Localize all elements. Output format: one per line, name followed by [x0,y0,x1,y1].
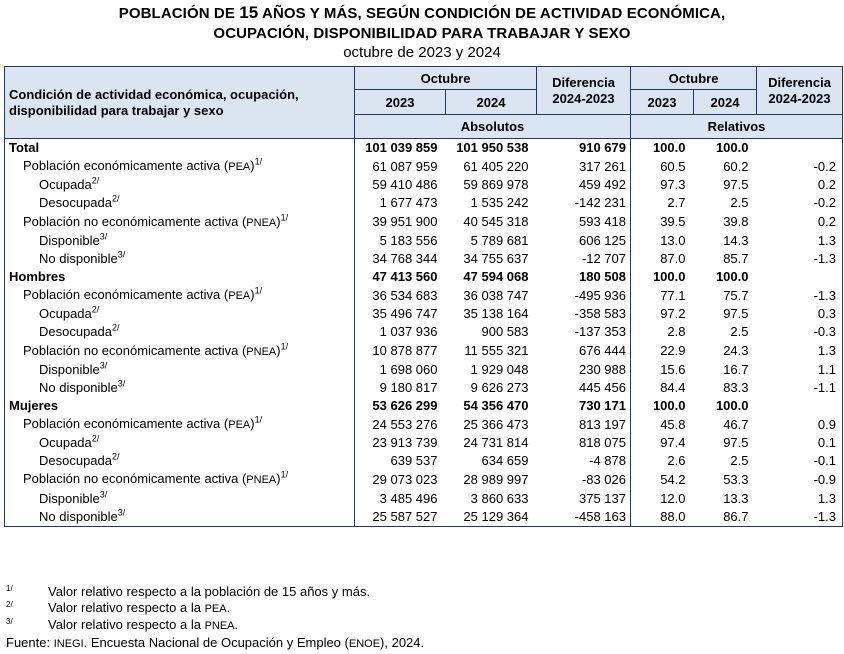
table-row [5,286,843,305]
cell-abs-2023: 1 677 473 [379,195,438,211]
cell-rel-2023: 2.7 [667,195,686,211]
row-label [5,232,355,250]
cell-rel-2024: 46.7 [723,416,749,432]
cell-rel-diff: 0.2 [757,176,843,194]
cell-rel-diff: 1.3 [757,342,843,361]
row-label-end: ) [250,287,255,303]
row-label-text: Población no económicamente activa ( [23,213,247,229]
cell-rel-2024: 53.3 [723,471,749,487]
table-row [5,139,843,158]
cell-rel-2023: 97.4 [660,435,686,451]
cell-abs-2023: 36 534 683 [372,287,438,303]
cell-abs-2024: 35 138 164 [463,306,529,322]
header-year-2023-rel: 2023 [631,90,694,115]
row-label-text: Total [9,140,40,156]
row-label-abbr: PEA [228,419,251,432]
footnote-marker: 3/ [6,617,13,626]
row-label [5,379,355,397]
row-label-text: Ocupada [39,306,92,322]
cell-abs-diff: 730 171 [537,397,631,415]
row-label [5,342,355,361]
cell-rel-2023: 100.0 [652,140,686,156]
cell-abs-diff: 180 508 [537,268,631,286]
cell-abs-diff: -12 707 [537,250,631,268]
header-difference-rel-label: Diferencia [768,74,831,90]
cell-rel-2023: 12.0 [660,490,686,506]
footnote-mark: 3/ [99,231,108,242]
cell-rel-2023: 60.5 [660,158,686,174]
cell-abs-2023: 39 951 900 [372,214,438,230]
row-label [5,323,355,341]
cell-rel-2023: 77.1 [660,287,686,303]
cell-rel-diff: -0.3 [757,323,843,341]
table-body [5,139,843,527]
cell-abs-diff: 445 456 [537,379,631,397]
footnote-mark: 3/ [117,507,126,518]
cell-rel-2024: 97.5 [723,435,749,451]
title-part-2: AÑOS Y MÁS, SEGÚN CONDICIÓN DE ACTIVIDAD ECONÓMICA, [258,5,726,22]
cell-rel-diff: 0.1 [757,434,843,452]
cell-rel-2024: 2.5 [730,195,749,211]
cell-rel-2024: 85.7 [723,250,749,266]
header-year-2023-abs: 2023 [355,90,446,115]
row-label [5,361,355,379]
cell-abs-2023: 35 496 747 [372,306,438,322]
row-label [5,489,355,507]
footnote-mark: 3/ [117,249,126,260]
footnote-text-main: Valor relativo respecto a la [48,599,205,615]
cell-rel-2023: 2.6 [667,453,686,469]
cell-rel-2023: 13.0 [660,232,686,248]
cell-abs-2023: 101 039 859 [365,140,438,156]
table-row [5,508,843,527]
cell-rel-diff: 0.2 [757,213,843,232]
header-difference-abs-label: Diferencia [552,74,615,90]
cell-abs-2024: 5 789 681 [470,232,529,248]
cell-rel-2024: 14.3 [723,232,749,248]
row-label [5,250,355,268]
cell-abs-2024: 3 860 633 [470,490,529,506]
row-label-text: Población no económicamente activa ( [23,471,247,487]
table-row [5,232,843,250]
cell-rel-2023: 22.9 [660,343,686,358]
cell-rel-diff: -0.1 [757,452,843,470]
footnote-mark: 3/ [99,360,108,371]
cell-rel-2024: 97.5 [723,306,749,322]
row-label [5,268,355,286]
header-relativos: Relativos [631,115,843,139]
header-october-abs: Octubre [355,67,537,90]
row-label-abbr: PNEA [246,216,277,229]
cell-rel-2024: 75.7 [723,287,749,303]
footnote-mark: 2/ [112,452,120,463]
cell-rel-2023: 84.4 [660,379,686,395]
cell-abs-2023: 59 410 486 [372,177,438,193]
footnote-text-main: Valor relativo respecto a la población de 15 años y más. [48,584,371,599]
row-label-text: Ocupada [39,435,92,451]
row-label-text: Ocupada [39,177,92,193]
row-label [5,470,355,489]
cell-rel-diff: -0.2 [757,157,843,176]
header-year-2024-abs: 2024 [446,90,537,115]
cell-rel-2024: 60.2 [723,158,749,174]
cell-rel-2024: 13.3 [723,490,749,506]
table-row [5,157,843,176]
footnote-mark: 3/ [117,378,126,389]
footnotes [6,584,424,652]
cell-abs-diff: -137 353 [537,323,631,341]
cell-rel-diff [757,397,843,415]
cell-abs-2024: 101 950 538 [456,140,529,156]
data-table [4,66,843,527]
footnote-mark: 2/ [112,194,120,205]
footnote-after: . [226,599,231,615]
cell-abs-diff: 910 679 [537,139,631,158]
cell-abs-2024: 28 989 997 [463,471,529,487]
cell-rel-2024: 100.0 [715,269,749,285]
title-line-2: OCUPACIÓN, DISPONIBILIDAD PARA TRABAJAR Y SEXO [213,25,631,42]
header-difference-abs [537,67,631,115]
footnote-abbr: PEA [204,602,227,615]
table-row [5,176,843,194]
cell-abs-2023: 1 698 060 [379,361,438,377]
cell-rel-2023: 15.6 [660,361,686,377]
cell-abs-diff: -458 163 [537,508,631,527]
cell-abs-diff: 676 444 [537,342,631,361]
cell-rel-2023: 100.0 [652,269,686,285]
row-label-text: Mujeres [9,397,59,413]
cell-rel-2024: 16.7 [723,361,749,377]
row-label-text: No disponible [39,508,118,524]
header-difference-rel [757,67,843,115]
cell-rel-2023: 97.3 [660,177,686,193]
header-difference-abs-years: 2024-2023 [552,90,615,106]
footnote-mark: 1/ [280,470,289,481]
cell-abs-diff: 593 418 [537,213,631,232]
cell-abs-2023: 10 878 877 [372,343,438,358]
row-label-text: No disponible [39,250,118,266]
cell-abs-diff: 230 988 [537,361,631,379]
row-label [5,139,355,158]
footnote-mark: 2/ [112,323,120,334]
cell-abs-2024: 1 929 048 [470,361,529,377]
table-header [5,67,843,139]
cell-abs-2024: 1 535 242 [470,195,529,211]
table-row [5,213,843,232]
cell-rel-diff: -1.3 [757,250,843,268]
row-label-text: Población económicamente activa ( [23,158,229,174]
cell-rel-2023: 45.8 [660,416,686,432]
cell-rel-diff [757,139,843,158]
cell-abs-2024: 25 129 364 [446,508,537,527]
cell-rel-2024: 100.0 [715,397,749,413]
cell-rel-diff: 1.3 [757,489,843,507]
footnote-mark: 1/ [254,414,263,425]
cell-abs-diff: 818 075 [537,434,631,452]
row-label [5,286,355,305]
cell-abs-2023: 639 537 [390,453,438,469]
cell-rel-2024: 2.5 [730,324,749,340]
footnote-mark: 2/ [91,304,100,315]
table-row [5,250,843,268]
header-october-rel: Octubre [631,67,757,90]
header-year-2024-rel: 2024 [694,90,757,115]
cell-rel-diff: 0.9 [757,415,843,434]
cell-rel-2024: 100.0 [715,140,749,156]
footnote-text [48,584,370,600]
cell-abs-2024: 36 038 747 [463,287,529,303]
table-row [5,194,843,212]
cell-abs-2023: 61 087 959 [372,158,438,174]
cell-abs-diff: 459 492 [537,176,631,194]
footnote [6,600,424,618]
row-label-end: ) [250,158,255,174]
table-row [5,268,843,286]
row-label [5,305,355,323]
row-label [5,213,355,232]
row-label [5,508,355,527]
title-part-1: POBLACIÓN DE [118,5,240,22]
cell-abs-2023: 23 913 739 [372,435,438,451]
cell-abs-2024: 59 869 978 [463,177,529,193]
footnote-mark: 3/ [99,489,108,500]
cell-abs-2023: 47 413 560 [372,269,438,285]
table-row [5,361,843,379]
cell-rel-diff: 1.3 [757,232,843,250]
row-label-abbr: PNEA [246,345,277,358]
cell-abs-2023: 1 037 936 [379,324,438,340]
cell-abs-2023: 25 587 527 [355,508,446,527]
cell-rel-diff: -1.3 [757,508,843,527]
cell-abs-2024: 9 626 273 [470,379,529,395]
row-label-text: No disponible [39,379,118,395]
table-row [5,470,843,489]
cell-abs-2024: 54 356 470 [463,397,529,413]
row-label-text: Población económicamente activa ( [23,287,229,303]
title-line-1 [0,3,844,24]
row-label [5,434,355,452]
row-label-text: Disponible [39,232,100,248]
table-row [5,323,843,341]
cell-abs-2024: 24 731 814 [463,435,529,451]
footnote-mark: 1/ [280,341,289,352]
cell-rel-2023: 39.5 [660,214,686,230]
cell-abs-2024: 25 366 473 [463,416,529,432]
table-row [5,415,843,434]
cell-rel-diff: 0.3 [757,305,843,323]
row-label [5,176,355,194]
table-row [5,397,843,415]
cell-abs-2024: 34 755 637 [463,250,529,266]
cell-rel-diff: 1.1 [757,361,843,379]
table-row [5,305,843,323]
cell-rel-2024: 97.5 [723,177,749,193]
cell-rel-2023: 100.0 [652,397,686,413]
row-label-text: Población no económicamente activa ( [23,342,247,358]
cell-rel-2024: 83.3 [723,379,749,395]
cell-abs-diff: 606 125 [537,232,631,250]
cell-abs-2023: 29 073 023 [372,471,438,487]
row-label-text: Disponible [39,361,100,377]
cell-abs-2023: 53 626 299 [372,397,438,413]
footnote-mark: 1/ [254,156,263,167]
cell-abs-2023: 3 485 496 [379,490,438,506]
cell-rel-2023: 2.8 [667,324,686,340]
header-absolutos: Absolutos [355,115,631,139]
cell-abs-2024: 900 583 [481,324,529,340]
row-label-end: ) [276,471,281,487]
footnote-marker: 2/ [6,599,13,609]
row-label-text: Desocupada [39,453,112,469]
cell-abs-2023: 24 553 276 [372,416,438,432]
cell-abs-2023: 9 180 817 [379,379,438,395]
cell-abs-2024: 11 555 321 [464,343,529,358]
row-label-text: Población económicamente activa ( [23,416,229,432]
row-label-abbr: PEA [228,290,251,303]
row-label-end: ) [250,416,255,432]
source-middle: . Encuesta Nacional de Ocupación y Empleo ( [83,634,349,650]
cell-rel-2024: 86.7 [694,508,757,527]
cell-abs-2023: 5 183 556 [379,232,438,248]
row-label-text: Disponible [39,490,100,506]
source-note [6,635,424,653]
footnote-text [48,617,238,635]
source-suffix: ), 2024. [380,634,425,650]
cell-abs-2024: 61 405 220 [463,158,529,174]
footnote-text [48,600,230,618]
cell-rel-2023: 87.0 [660,250,686,266]
cell-abs-diff: -4 878 [537,452,631,470]
table-subtitle: octubre de 2023 y 2024 [343,44,501,61]
row-label-abbr: PNEA [246,474,277,487]
footnote [6,617,424,635]
cell-rel-2023: 97.2 [660,306,686,322]
table-row [5,489,843,507]
row-label [5,452,355,470]
row-label-text: Hombres [9,269,66,285]
footnote [6,584,424,600]
footnote-after: . [234,617,239,632]
cell-abs-diff: -358 583 [537,305,631,323]
cell-abs-2024: 47 594 068 [463,269,529,285]
footnote-abbr: PNEA [204,620,235,632]
source-survey: ENOE [348,637,381,650]
row-label-end: ) [276,342,281,358]
footnote-marker: 1/ [6,584,13,593]
footnote-text-main: Valor relativo respecto a la [48,617,205,632]
cell-rel-diff: -1.3 [757,286,843,305]
header-difference-rel-years: 2024-2023 [768,90,831,106]
source-prefix: Fuente: [6,634,54,650]
table-row [5,342,843,361]
cell-rel-2024: 2.5 [730,453,749,469]
cell-rel-diff: -0.2 [757,194,843,212]
cell-rel-diff: -0.9 [757,470,843,489]
footnote-mark: 2/ [91,433,100,444]
row-label [5,397,355,415]
cell-abs-2023: 34 768 344 [372,250,438,266]
cell-rel-2023: 54.2 [660,471,686,487]
cell-rel-diff [757,268,843,286]
footnote-mark: 1/ [280,212,289,223]
table-row [5,379,843,397]
cell-abs-diff: 317 261 [537,157,631,176]
row-label [5,415,355,434]
table-row [5,452,843,470]
source-org: INEGI [53,637,84,650]
cell-rel-diff: -1.1 [757,379,843,397]
cell-abs-2024: 634 659 [481,453,529,469]
cell-abs-diff: 375 137 [537,489,631,507]
row-label-end: ) [276,213,281,229]
footnote-mark: 1/ [254,285,263,296]
cell-abs-diff: 813 197 [537,415,631,434]
cell-rel-2023: 88.0 [631,508,694,527]
table-row [5,434,843,452]
row-label-abbr: PEA [228,161,251,174]
cell-abs-diff: -495 936 [537,286,631,305]
row-label [5,157,355,176]
cell-abs-2024: 40 545 318 [463,214,529,230]
table-title [0,0,844,44]
cell-abs-diff: -83 026 [537,470,631,489]
title-number: 15 [239,3,259,22]
row-label-text: Desocupada [39,195,112,211]
cell-rel-2024: 24.3 [723,343,749,358]
row-label [5,194,355,212]
header-condition: Condición de actividad económica, ocupación, disponibilidad para trabajar y sexo [5,67,355,139]
cell-rel-2024: 39.8 [723,214,749,230]
row-label-text: Desocupada [39,324,112,340]
footnote-mark: 2/ [91,175,100,186]
cell-abs-diff: -142 231 [537,194,631,212]
